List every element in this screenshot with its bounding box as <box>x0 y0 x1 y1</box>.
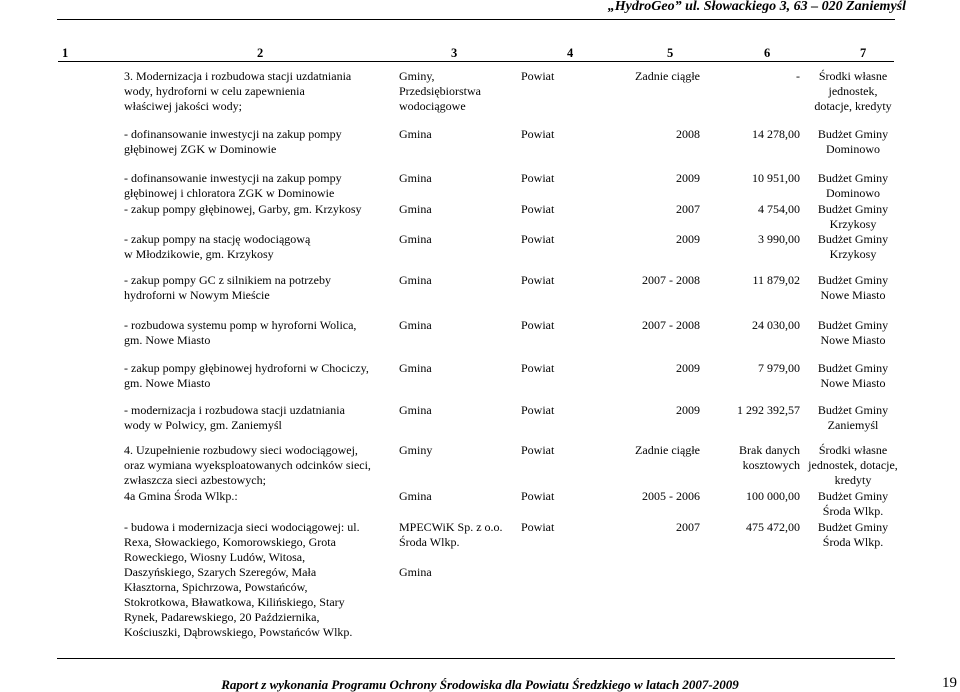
cell-f <box>778 403 928 433</box>
cell-d <box>676 361 700 376</box>
cell-line: Budżet Gminy <box>817 232 889 246</box>
column-number: 1 <box>62 46 69 60</box>
cell-f <box>778 489 928 519</box>
cell-line: Powiat <box>521 171 555 185</box>
cell-line: Środa Wlkp. <box>399 535 460 549</box>
cell-line: Gmina <box>399 489 432 503</box>
cell-line: Powiat <box>521 318 555 332</box>
cell-f <box>778 232 928 262</box>
cell-line: kredyty <box>834 473 872 487</box>
cell-c <box>521 361 554 376</box>
cell-line: Budżet Gminy <box>817 202 889 216</box>
cell-line: 3. Modernizacja i rozbudowa stacji uzdatniania <box>124 69 352 83</box>
cell-line: 14 278,00 <box>752 127 800 141</box>
cell-b <box>399 443 432 458</box>
cell-line: gm. Nowe Miasto <box>124 376 211 390</box>
cell-line: 2009 <box>676 361 700 375</box>
cell-line: Budżet Gminy <box>817 361 889 375</box>
cell-line: Stokrotkowa, Bławatkowa, Kilińskiego, Stary <box>124 595 345 609</box>
cell-line: Nowe Miasto <box>820 376 886 390</box>
cell-line: 2008 <box>676 127 700 141</box>
cell-f <box>778 520 928 550</box>
cell-line: Gmina <box>399 171 432 185</box>
cell-line: 1 292 392,57 <box>737 403 800 417</box>
cell-c <box>521 127 554 142</box>
cell-line: Środki własne <box>818 69 888 83</box>
document-header: „HydroGeo” ul. Słowackiego 3, 63 – 020 Zaniemyśl <box>607 0 906 14</box>
cell-line: 3 990,00 <box>758 232 800 246</box>
cell-line: Krzykosy <box>829 247 877 261</box>
cell-d <box>676 403 700 418</box>
cell-line: 2007 - 2008 <box>642 318 700 332</box>
cell-line: Gmina <box>399 127 432 141</box>
cell-c <box>521 202 554 217</box>
cell-a <box>124 443 371 488</box>
cell-line: Budżet Gminy <box>817 127 889 141</box>
cell-b <box>399 403 432 418</box>
cell-line: Gmina <box>399 318 432 332</box>
cell-line: hydroforni w Nowym Mieście <box>124 288 270 302</box>
cell-d <box>676 171 700 186</box>
cell-line: głębinowej i chloratora ZGK w Dominowie <box>124 186 335 200</box>
cell-line: wody w Polwicy, gm. Zaniemyśl <box>124 418 282 432</box>
cell-b <box>399 361 432 376</box>
cell-line <box>399 550 503 565</box>
cell-line: Gminy <box>399 443 433 457</box>
cell-line: Krzykosy <box>829 217 877 231</box>
cell-c <box>521 69 554 84</box>
cell-d <box>642 489 700 504</box>
cell-a <box>124 171 342 201</box>
cell-line: Gminy, <box>399 69 435 83</box>
cell-line: 100 000,00 <box>746 489 800 503</box>
cell-line: - zakup pompy GC z silnikiem na potrzeby <box>124 273 331 287</box>
cell-line: Gmina <box>399 361 432 375</box>
cell-line: jednostek, <box>828 84 878 98</box>
cell-b <box>399 232 432 247</box>
cell-c <box>521 273 554 288</box>
cell-line: Gmina <box>399 202 432 216</box>
cell-line: 7 979,00 <box>758 361 800 375</box>
cell-f <box>778 171 928 201</box>
cell-line: - zakup pompy na stację wodociągową <box>124 232 311 246</box>
cell-c <box>521 403 554 418</box>
cell-line: Kłasztorna, Spichrzowa, Powstańców, <box>124 580 308 594</box>
cell-line: właściwej jakości wody; <box>124 99 242 113</box>
cell-line: w Młodzikowie, gm. Krzykosy <box>124 247 274 261</box>
cell-c <box>521 489 554 504</box>
cell-line: wodociągowe <box>399 99 466 113</box>
cell-line: Rexa, Słowackiego, Komorowskiego, Grota <box>124 535 336 549</box>
cell-line: Brak danych <box>739 443 800 457</box>
column-numbers-rule <box>58 61 894 62</box>
cell-c <box>521 318 554 333</box>
cell-line: gm. Nowe Miasto <box>124 333 211 347</box>
cell-a <box>124 318 356 348</box>
cell-b <box>399 489 432 504</box>
column-number: 4 <box>567 46 574 60</box>
cell-line: oraz wymiana wyeksploatowanych odcinków sieci, <box>124 458 371 472</box>
cell-line: Dominowo <box>826 142 880 156</box>
cell-line: - dofinansowanie inwestycji na zakup pompy <box>124 171 342 185</box>
cell-line: 2009 <box>676 171 700 185</box>
cell-line: Budżet Gminy <box>817 171 889 185</box>
cell-line: Nowe Miasto <box>820 333 886 347</box>
cell-line: Powiat <box>521 361 555 375</box>
cell-line: Gmina <box>399 232 432 246</box>
cell-a <box>124 489 238 504</box>
cell-f <box>778 443 928 488</box>
cell-line: Środa Wlkp. <box>822 504 884 518</box>
cell-d <box>676 127 700 142</box>
cell-line: Roweckiego, Wiosny Ludów, Witosa, <box>124 550 306 564</box>
cell-line: - budowa i modernizacja sieci wodociągowej: ul. <box>124 520 360 534</box>
footer-rule <box>57 658 895 659</box>
cell-f <box>778 273 928 303</box>
cell-line: 4 754,00 <box>758 202 800 216</box>
cell-c <box>521 443 554 458</box>
column-number: 7 <box>860 46 867 60</box>
cell-line: 10 951,00 <box>752 171 800 185</box>
cell-line: wody, hydroforni w celu zapewnienia <box>124 84 305 98</box>
cell-line: - <box>796 69 800 83</box>
cell-line: Powiat <box>521 273 555 287</box>
cell-line: 2009 <box>676 403 700 417</box>
cell-line: Środa Wlkp. <box>822 535 884 549</box>
cell-line: 24 030,00 <box>752 318 800 332</box>
cell-line: MPECWiK Sp. z o.o. <box>399 520 503 534</box>
cell-line: 4. Uzupełnienie rozbudowy sieci wodociągowej, <box>124 443 358 457</box>
cell-a <box>124 127 342 157</box>
cell-b <box>399 520 503 580</box>
cell-c <box>521 520 554 535</box>
cell-d <box>676 202 700 217</box>
cell-a <box>124 361 369 391</box>
cell-line: 475 472,00 <box>746 520 800 534</box>
cell-a <box>124 69 351 114</box>
cell-line: - rozbudowa systemu pomp w hyroforni Wolica, <box>124 318 357 332</box>
cell-line: Środki własne <box>818 443 888 457</box>
cell-line: Powiat <box>521 489 555 503</box>
cell-line: jednostek, dotacje, <box>808 458 898 472</box>
cell-line: Zadnie ciągłe <box>635 69 700 83</box>
cell-a <box>124 520 360 640</box>
cell-c <box>521 171 554 186</box>
cell-d <box>635 69 700 84</box>
cell-line: Powiat <box>521 443 555 457</box>
cell-line: Dominowo <box>826 186 880 200</box>
cell-line: Budżet Gminy <box>817 489 889 503</box>
cell-a <box>124 403 345 433</box>
cell-line: 2007 <box>676 202 700 216</box>
cell-line: dotacje, kredyty <box>814 99 892 113</box>
cell-b <box>399 273 432 288</box>
cell-line: Nowe Miasto <box>820 288 886 302</box>
cell-a <box>124 273 331 303</box>
cell-line: - dofinansowanie inwestycji na zakup pompy <box>124 127 342 141</box>
cell-line: 2009 <box>676 232 700 246</box>
cell-line: Zaniemyśl <box>827 418 879 432</box>
cell-f <box>778 202 928 232</box>
cell-f <box>778 69 928 114</box>
cell-line: - zakup pompy głębinowej hydroforni w Chociczy, <box>124 361 369 375</box>
cell-line: Budżet Gminy <box>817 273 889 287</box>
cell-b <box>399 318 432 333</box>
cell-d <box>635 443 700 458</box>
header-rule <box>57 19 895 20</box>
cell-a <box>124 202 362 217</box>
cell-line: 4a Gmina Środa Wlkp.: <box>124 489 238 503</box>
cell-line: Gmina <box>399 403 432 417</box>
cell-d <box>676 520 700 535</box>
page-number: 19 <box>942 675 957 691</box>
cell-line: Powiat <box>521 127 555 141</box>
cell-line: kosztowych <box>742 458 800 472</box>
cell-line: Gmina <box>399 565 432 579</box>
cell-f <box>778 318 928 348</box>
cell-line: Budżet Gminy <box>817 318 889 332</box>
cell-line: zwłaszcza sieci azbestowych; <box>124 473 266 487</box>
column-number: 3 <box>451 46 458 60</box>
cell-line: - modernizacja i rozbudowa stacji uzdatniania <box>124 403 345 417</box>
column-number: 2 <box>257 46 264 60</box>
cell-line: głębinowej ZGK w Dominowie <box>124 142 277 156</box>
cell-line: Budżet Gminy <box>817 403 889 417</box>
cell-b <box>399 202 432 217</box>
cell-b <box>399 127 432 142</box>
cell-b <box>399 171 432 186</box>
cell-f <box>778 361 928 391</box>
cell-line: Rynek, Padarewskiego, 20 Października, <box>124 610 320 624</box>
cell-line: Powiat <box>521 232 555 246</box>
cell-b <box>399 69 481 114</box>
cell-line: Gmina <box>399 273 432 287</box>
cell-line: Kościuszki, Dąbrowskiego, Powstańców Wlkp. <box>124 625 353 639</box>
cell-d <box>642 318 700 333</box>
cell-line: Przedsiębiorstwa <box>399 84 481 98</box>
column-numbers-row <box>0 46 960 60</box>
cell-a <box>124 232 310 262</box>
cell-line: Zadnie ciągłe <box>635 443 700 457</box>
cell-line: Powiat <box>521 403 555 417</box>
footer-title: Raport z wykonania Programu Ochrony Środowiska dla Powiatu Średzkiego w latach 2007-2009 <box>221 677 739 692</box>
cell-line: - zakup pompy głębinowej, Garby, gm. Krzykosy <box>124 202 362 216</box>
cell-d <box>642 273 700 288</box>
cell-line: Powiat <box>521 69 555 83</box>
cell-line: 2005 - 2006 <box>642 489 700 503</box>
cell-c <box>521 232 554 247</box>
cell-line: 2007 <box>676 520 700 534</box>
cell-line: Powiat <box>521 202 555 216</box>
cell-line: 2007 - 2008 <box>642 273 700 287</box>
column-number: 5 <box>667 46 674 60</box>
column-number: 6 <box>764 46 771 60</box>
cell-line: Budżet Gminy <box>817 520 889 534</box>
cell-line: 11 879,02 <box>752 273 800 287</box>
cell-f <box>778 127 928 157</box>
cell-d <box>676 232 700 247</box>
cell-line: Daszyńskiego, Szarych Szeregów, Mała <box>124 565 317 579</box>
cell-line: Powiat <box>521 520 555 534</box>
